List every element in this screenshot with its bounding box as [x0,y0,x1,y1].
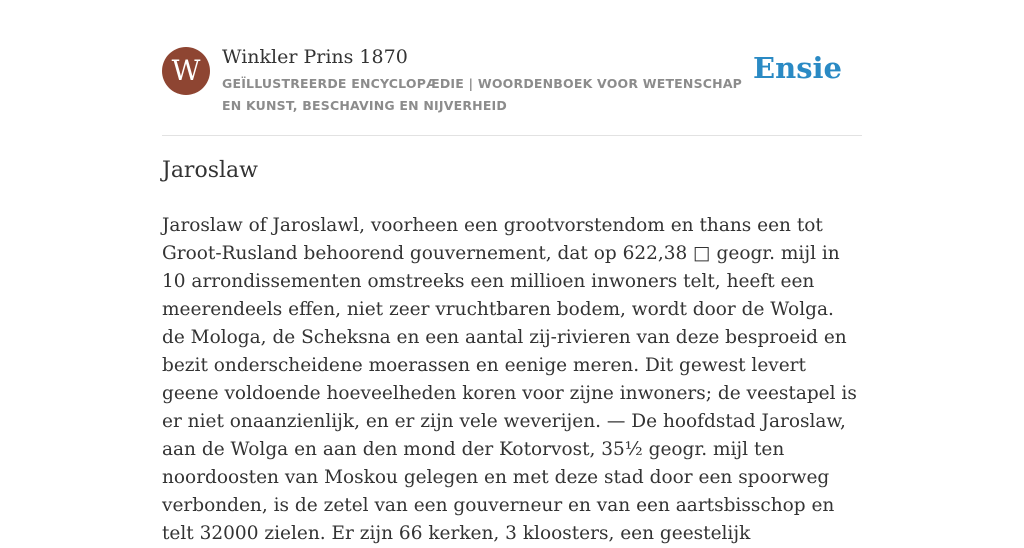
source-subtitle: GEÏLLUSTREERDE ENCYCLOPÆDIE | WOORDENBOEK VOOR WETENSCHAP EN KUNST, BESCHAVING EN NIJVERHEID [222,76,743,113]
brand-logo-link[interactable]: Ensie [753,51,842,85]
header-divider [162,135,862,136]
entry-body: Jaroslaw of Jaroslawl, voorheen een grootvorstendom en thans een tot Groot-Rusland behoorend gouvernement, dat op 622,38 □ geogr. mijl in 10 arrondissementen omstreeks een millioen inwoners telt, heeft een meerendeels effen, niet zeer vruchtbaren bodem, wordt door de Wolga. de Mologa, de Scheksna en een aantal zij-rivieren van deze besproeid en bezit onderscheidene moerassen en eenige meren. Dit gewest levert geene voldoende hoeveelheden koren voor zijne inwoners; de veestapel is er niet onaanzienlijk, en er zijn vele weverijen. — De hoofdstad Jaroslaw, aan de Wolga en aan den mond der Kotorvost, 35½ geogr. mijl ten noordoosten van Moskou gelegen en met deze stad door een spoorweg verbonden, is de zetel van een gouverneur en van een aartsbisschop en telt 32000 zielen. Er zijn 66 kerken, 3 kloosters, een geestelijk [162,215,857,544]
source-title[interactable]: Winkler Prins 1870 [222,46,408,68]
entry-title: Jaroslaw [162,158,258,183]
source-avatar[interactable]: W [162,47,210,95]
source-header [162,45,862,135]
